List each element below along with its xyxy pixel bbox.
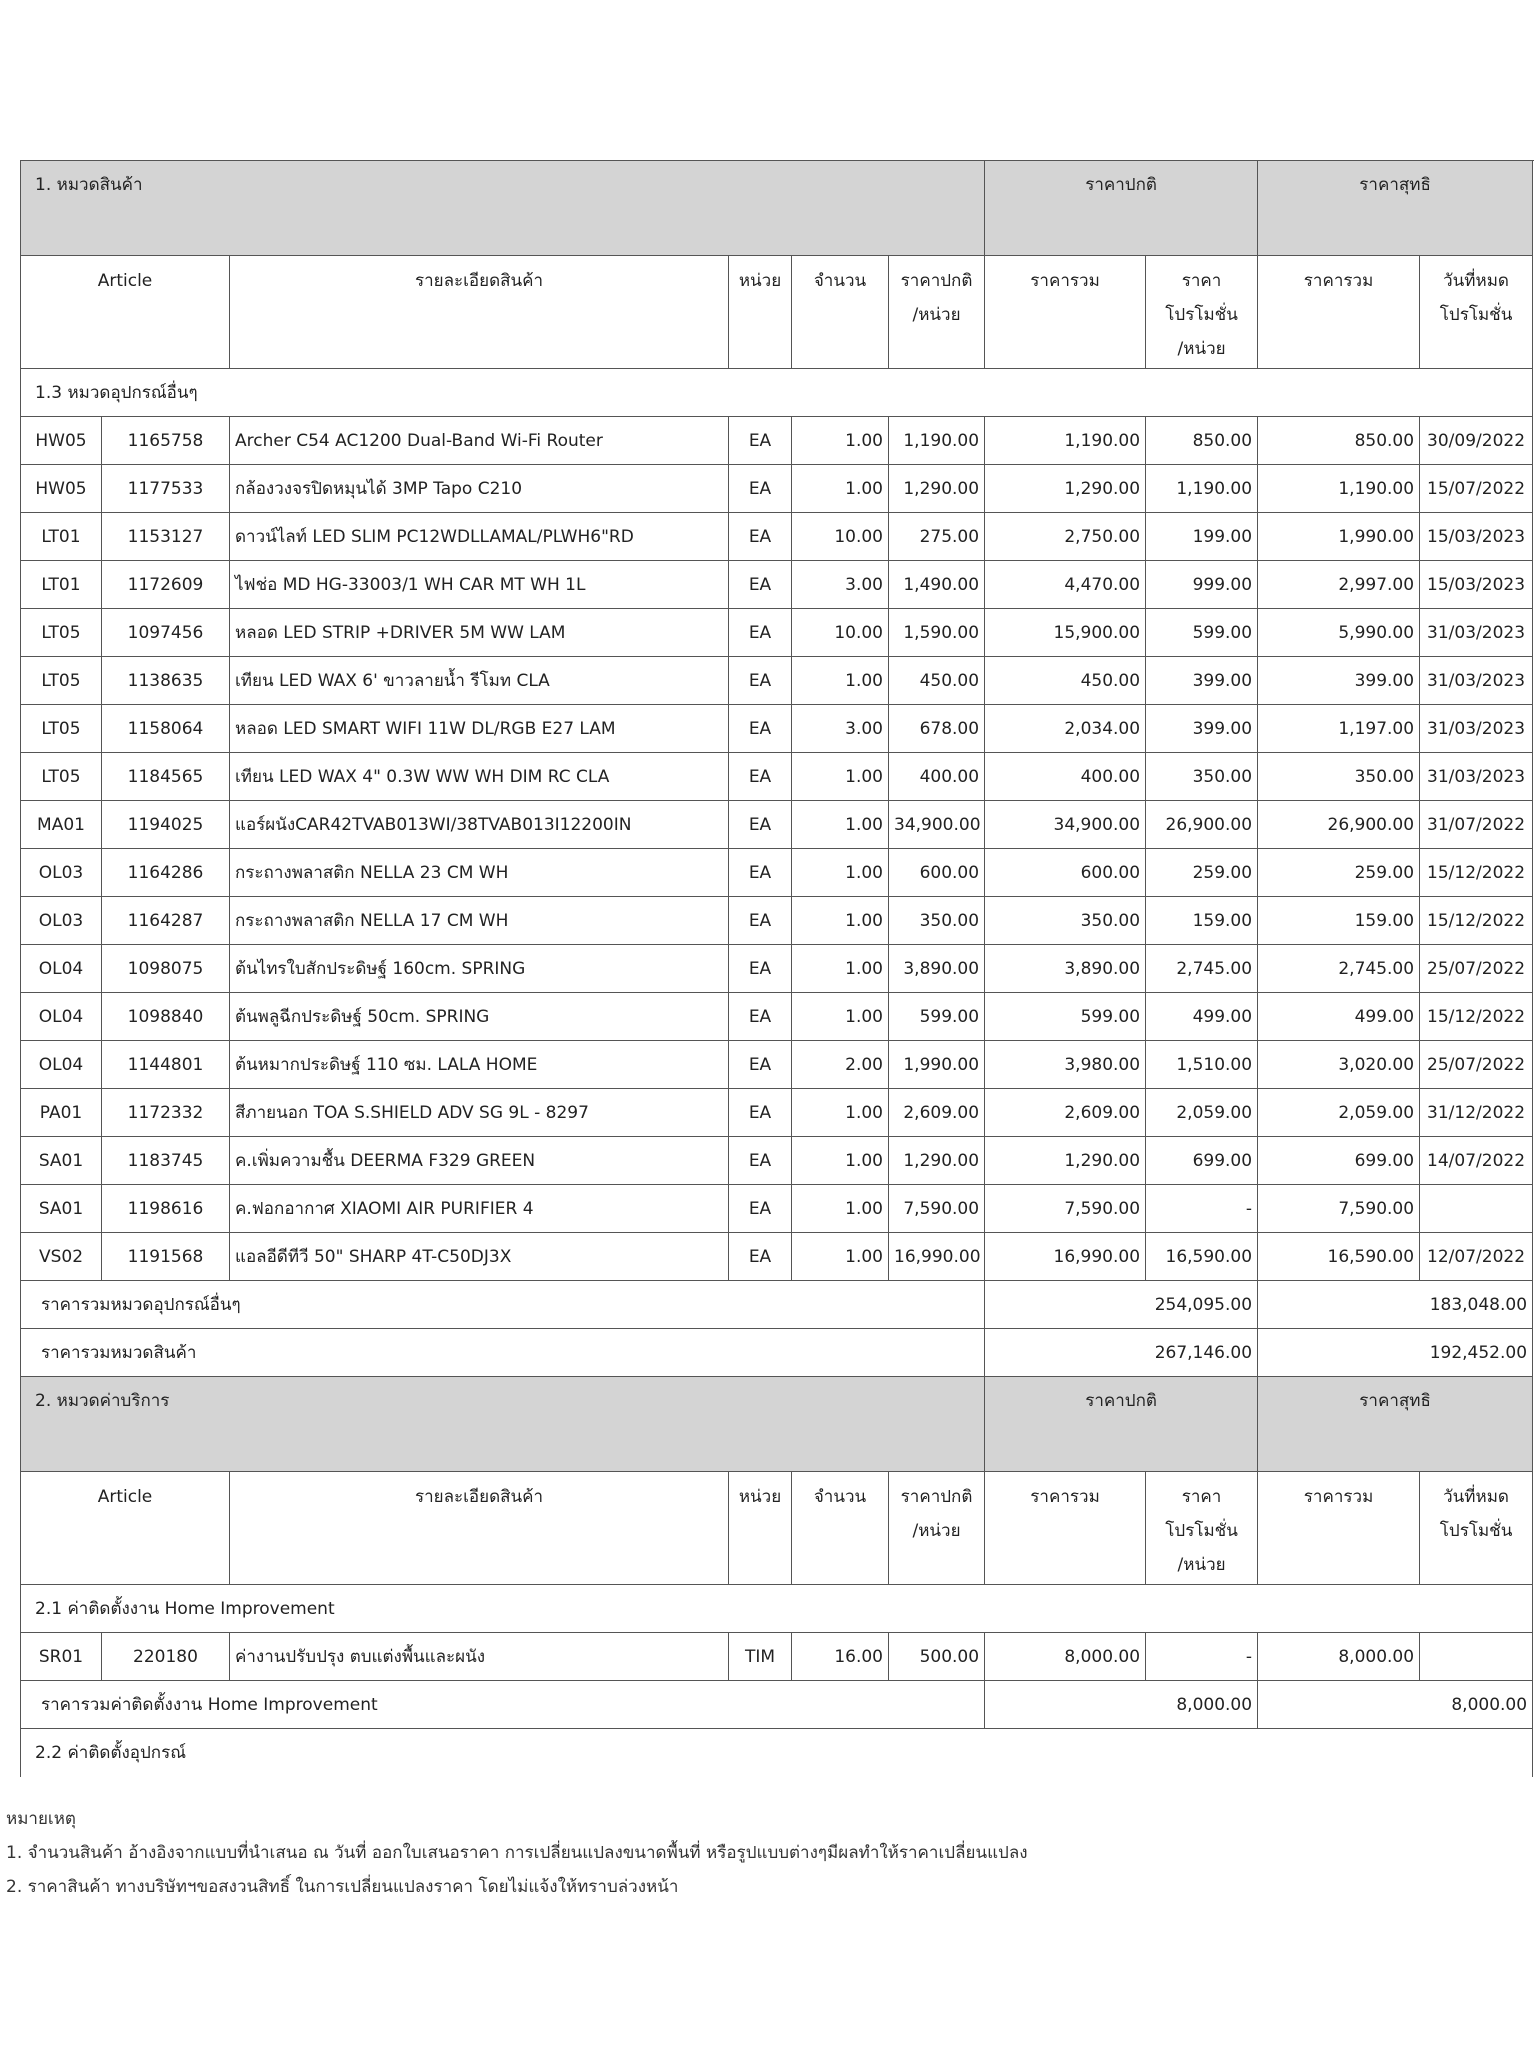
subtotal-row: [21, 1329, 1533, 1377]
item-unit: EA: [729, 1089, 792, 1137]
item-promo-end: 31/03/2023: [1420, 753, 1533, 801]
item-unit-price: 7,590.00: [889, 1185, 985, 1233]
item-article-code: 1191568: [102, 1233, 230, 1281]
quotation-table-body: [21, 161, 1533, 1777]
table-row: [21, 1233, 1533, 1281]
notes-heading: หมายเหตุ: [6, 1809, 76, 1829]
item-category: HW05: [21, 417, 102, 465]
item-promo-price: 699.00: [1146, 1137, 1258, 1185]
item-unit: EA: [729, 657, 792, 705]
item-description: ค่างานปรับปรุง ตบแต่งพื้นและผนัง: [230, 1633, 729, 1681]
subtotal-regular: 254,095.00: [985, 1281, 1258, 1329]
item-promo-end: 14/07/2022: [1420, 1137, 1533, 1185]
subtotal-row: [21, 1281, 1533, 1329]
item-description: ต้นพลูฉีกประดิษฐ์ 50cm. SPRING: [230, 993, 729, 1041]
col-header-total: ราคารวม: [985, 1472, 1146, 1585]
item-description: ต้นหมากประดิษฐ์ 110 ซม. LALA HOME: [230, 1041, 729, 1089]
regular-price-header: ราคาปกติ: [985, 1377, 1258, 1472]
item-total: 4,470.00: [985, 561, 1146, 609]
table-row: [21, 801, 1533, 849]
item-category: LT05: [21, 609, 102, 657]
item-promo-end: 31/03/2023: [1420, 609, 1533, 657]
table-row: [21, 657, 1533, 705]
item-promo-total: 2,745.00: [1258, 945, 1420, 993]
item-promo-total: 1,190.00: [1258, 465, 1420, 513]
item-unit: EA: [729, 1137, 792, 1185]
subtotal-net: 183,048.00: [1258, 1281, 1533, 1329]
item-promo-price: 399.00: [1146, 705, 1258, 753]
item-unit-price: 450.00: [889, 657, 985, 705]
item-article-code: 1153127: [102, 513, 230, 561]
item-promo-price: 159.00: [1146, 897, 1258, 945]
item-article-code: 1198616: [102, 1185, 230, 1233]
table-row: [21, 1185, 1533, 1233]
item-unit-price: 600.00: [889, 849, 985, 897]
item-description: เทียน LED WAX 4" 0.3W WW WH DIM RC CLA: [230, 753, 729, 801]
item-description: แอร์ผนังCAR42TVAB013WI/38TVAB013I12200IN: [230, 801, 729, 849]
item-promo-total: 2,997.00: [1258, 561, 1420, 609]
subsection-header-row: [21, 369, 1533, 417]
subsection-title: 2.2 ค่าติดตั้งอุปกรณ์: [21, 1729, 1533, 1777]
item-total: 2,034.00: [985, 705, 1146, 753]
item-promo-total: 5,990.00: [1258, 609, 1420, 657]
item-unit: EA: [729, 705, 792, 753]
subtotal-regular: 8,000.00: [985, 1681, 1258, 1729]
item-unit-price: 16,990.00: [889, 1233, 985, 1281]
item-unit: EA: [729, 561, 792, 609]
item-total: 16,990.00: [985, 1233, 1146, 1281]
item-total: 7,590.00: [985, 1185, 1146, 1233]
item-qty: 1.00: [792, 657, 889, 705]
item-promo-total: 350.00: [1258, 753, 1420, 801]
item-category: HW05: [21, 465, 102, 513]
note-item-2: 2. ราคาสินค้า ทางบริษัทฯขอสงวนสิทธิ์ ในการเปลี่ยนแปลงราคา โดยไม่แจ้งให้ทราบล่วงหน้า: [6, 1877, 679, 1897]
section-header-row: [21, 1377, 1533, 1472]
item-unit: EA: [729, 801, 792, 849]
section-title: 1. หมวดสินค้า: [21, 161, 985, 256]
item-total: 2,609.00: [985, 1089, 1146, 1137]
item-description: ค.ฟอกอากาศ XIAOMI AIR PURIFIER 4: [230, 1185, 729, 1233]
item-promo-price: 999.00: [1146, 561, 1258, 609]
item-promo-end: 15/07/2022: [1420, 465, 1533, 513]
col-header-article: Article: [21, 1472, 230, 1585]
item-unit: EA: [729, 417, 792, 465]
item-unit-price: 3,890.00: [889, 945, 985, 993]
item-total: 1,290.00: [985, 1137, 1146, 1185]
item-article-code: 1194025: [102, 801, 230, 849]
item-qty: 1.00: [792, 753, 889, 801]
item-promo-price: -: [1146, 1185, 1258, 1233]
item-promo-end: 15/03/2023: [1420, 513, 1533, 561]
col-header-promo-end: วันที่หมด โปรโมชั่น: [1420, 1472, 1533, 1585]
notes-section: [6, 1802, 1028, 1904]
item-total: 1,190.00: [985, 417, 1146, 465]
item-qty: 1.00: [792, 849, 889, 897]
net-price-header: ราคาสุทธิ: [1258, 161, 1533, 256]
item-article-code: 1164287: [102, 897, 230, 945]
item-article-code: 1183745: [102, 1137, 230, 1185]
item-promo-total: 699.00: [1258, 1137, 1420, 1185]
item-article-code: 220180: [102, 1633, 230, 1681]
item-unit-price: 400.00: [889, 753, 985, 801]
item-article-code: 1144801: [102, 1041, 230, 1089]
section-header-row: [21, 161, 1533, 256]
table-row: [21, 849, 1533, 897]
subsection-header-row: [21, 1585, 1533, 1633]
item-promo-price: 399.00: [1146, 657, 1258, 705]
table-row: [21, 465, 1533, 513]
item-promo-end: 15/12/2022: [1420, 897, 1533, 945]
item-qty: 1.00: [792, 1185, 889, 1233]
item-promo-price: 499.00: [1146, 993, 1258, 1041]
note-item-1: 1. จำนวนสินค้า อ้างอิงจากแบบที่นำเสนอ ณ วันที่ ออกใบเสนอราคา การเปลี่ยนแปลงขนาดพื้นที่ หรือรูปแบบต่างๆมีผลทำให้ราคาเปลี่ยนแปลง: [6, 1843, 1028, 1863]
col-header-article: Article: [21, 256, 230, 369]
item-promo-end: 15/12/2022: [1420, 849, 1533, 897]
item-total: 3,980.00: [985, 1041, 1146, 1089]
item-category: LT01: [21, 513, 102, 561]
item-category: OL03: [21, 897, 102, 945]
item-unit-price: 1,590.00: [889, 609, 985, 657]
item-article-code: 1097456: [102, 609, 230, 657]
item-category: LT01: [21, 561, 102, 609]
subsection-title: 1.3 หมวดอุปกรณ์อื่นๆ: [21, 369, 1533, 417]
item-description: ต้นไทรใบสักประดิษฐ์ 160cm. SPRING: [230, 945, 729, 993]
item-unit-price: 500.00: [889, 1633, 985, 1681]
item-promo-price: 1,510.00: [1146, 1041, 1258, 1089]
table-row: [21, 1137, 1533, 1185]
table-row: [21, 993, 1533, 1041]
item-promo-price: 26,900.00: [1146, 801, 1258, 849]
item-unit-price: 2,609.00: [889, 1089, 985, 1137]
item-unit: EA: [729, 1185, 792, 1233]
item-qty: 3.00: [792, 561, 889, 609]
subtotal-label: ราคารวมค่าติดตั้งงาน Home Improvement: [21, 1681, 985, 1729]
item-promo-total: 2,059.00: [1258, 1089, 1420, 1137]
col-header-promo-price: ราคา โปรโมชั่น /หน่วย: [1146, 1472, 1258, 1585]
item-article-code: 1098840: [102, 993, 230, 1041]
item-category: OL04: [21, 945, 102, 993]
item-promo-price: 16,590.00: [1146, 1233, 1258, 1281]
item-qty: 1.00: [792, 1137, 889, 1185]
col-header-total: ราคารวม: [985, 256, 1146, 369]
item-description: กระถางพลาสติก NELLA 23 CM WH: [230, 849, 729, 897]
col-header-unit-price: ราคาปกติ /หน่วย: [889, 1472, 985, 1585]
item-article-code: 1138635: [102, 657, 230, 705]
item-total: 600.00: [985, 849, 1146, 897]
item-qty: 3.00: [792, 705, 889, 753]
item-unit-price: 1,290.00: [889, 1137, 985, 1185]
item-description: หลอด LED STRIP +DRIVER 5M WW LAM: [230, 609, 729, 657]
item-article-code: 1165758: [102, 417, 230, 465]
col-header-unit-price: ราคาปกติ /หน่วย: [889, 256, 985, 369]
item-promo-total: 159.00: [1258, 897, 1420, 945]
col-header-promo-end: วันที่หมด โปรโมชั่น: [1420, 256, 1533, 369]
table-row: [21, 945, 1533, 993]
subtotal-net: 8,000.00: [1258, 1681, 1533, 1729]
table-row: [21, 417, 1533, 465]
table-row: [21, 753, 1533, 801]
item-description: กระถางพลาสติก NELLA 17 CM WH: [230, 897, 729, 945]
item-promo-end: 12/07/2022: [1420, 1233, 1533, 1281]
col-header-promo-total: ราคารวม: [1258, 256, 1420, 369]
item-unit-price: 1,290.00: [889, 465, 985, 513]
col-header-promo-price: ราคา โปรโมชั่น /หน่วย: [1146, 256, 1258, 369]
col-header-promo-total: ราคารวม: [1258, 1472, 1420, 1585]
item-qty: 1.00: [792, 1233, 889, 1281]
section-title: 2. หมวดค่าบริการ: [21, 1377, 985, 1472]
item-promo-price: -: [1146, 1633, 1258, 1681]
item-promo-total: 3,020.00: [1258, 1041, 1420, 1089]
item-promo-end: 25/07/2022: [1420, 945, 1533, 993]
item-unit: EA: [729, 1233, 792, 1281]
item-unit: EA: [729, 609, 792, 657]
regular-price-header: ราคาปกติ: [985, 161, 1258, 256]
item-promo-price: 850.00: [1146, 417, 1258, 465]
item-category: SA01: [21, 1137, 102, 1185]
item-promo-total: 7,590.00: [1258, 1185, 1420, 1233]
col-header-qty: จำนวน: [792, 1472, 889, 1585]
item-article-code: 1098075: [102, 945, 230, 993]
item-qty: 1.00: [792, 945, 889, 993]
item-total: 599.00: [985, 993, 1146, 1041]
item-promo-total: 850.00: [1258, 417, 1420, 465]
item-description: ไฟช่อ MD HG-33003/1 WH CAR MT WH 1L: [230, 561, 729, 609]
item-qty: 1.00: [792, 465, 889, 513]
col-header-unit: หน่วย: [729, 256, 792, 369]
item-promo-price: 2,745.00: [1146, 945, 1258, 993]
col-header-description: รายละเอียดสินค้า: [230, 1472, 729, 1585]
item-qty: 2.00: [792, 1041, 889, 1089]
item-article-code: 1172332: [102, 1089, 230, 1137]
item-category: OL03: [21, 849, 102, 897]
item-article-code: 1164286: [102, 849, 230, 897]
item-promo-price: 199.00: [1146, 513, 1258, 561]
item-promo-end: 25/07/2022: [1420, 1041, 1533, 1089]
table-row: [21, 513, 1533, 561]
item-category: LT05: [21, 705, 102, 753]
item-category: OL04: [21, 993, 102, 1041]
item-total: 450.00: [985, 657, 1146, 705]
item-unit-price: 1,190.00: [889, 417, 985, 465]
item-unit-price: 678.00: [889, 705, 985, 753]
column-header-row: [21, 256, 1533, 369]
item-qty: 1.00: [792, 897, 889, 945]
item-unit: EA: [729, 513, 792, 561]
col-header-unit: หน่วย: [729, 1472, 792, 1585]
item-qty: 10.00: [792, 609, 889, 657]
item-total: 3,890.00: [985, 945, 1146, 993]
item-promo-price: 599.00: [1146, 609, 1258, 657]
item-promo-total: 1,990.00: [1258, 513, 1420, 561]
item-promo-end: 31/07/2022: [1420, 801, 1533, 849]
subsection-header-row: [21, 1729, 1533, 1777]
item-promo-total: 259.00: [1258, 849, 1420, 897]
column-header-row: [21, 1472, 1533, 1585]
item-promo-end: [1420, 1633, 1533, 1681]
table-row: [21, 561, 1533, 609]
item-total: 15,900.00: [985, 609, 1146, 657]
item-unit: EA: [729, 897, 792, 945]
item-category: SR01: [21, 1633, 102, 1681]
item-description: กล้องวงจรปิดหมุนได้ 3MP Tapo C210: [230, 465, 729, 513]
item-total: 34,900.00: [985, 801, 1146, 849]
col-header-description: รายละเอียดสินค้า: [230, 256, 729, 369]
item-promo-end: 15/12/2022: [1420, 993, 1533, 1041]
subtotal-regular: 267,146.00: [985, 1329, 1258, 1377]
item-unit: EA: [729, 993, 792, 1041]
item-description: เทียน LED WAX 6' ขาวลายน้ำ รีโมท CLA: [230, 657, 729, 705]
table-row: [21, 1089, 1533, 1137]
item-category: SA01: [21, 1185, 102, 1233]
item-description: หลอด LED SMART WIFI 11W DL/RGB E27 LAM: [230, 705, 729, 753]
item-total: 1,290.00: [985, 465, 1146, 513]
item-unit-price: 275.00: [889, 513, 985, 561]
item-unit: EA: [729, 465, 792, 513]
net-price-header: ราคาสุทธิ: [1258, 1377, 1533, 1472]
item-article-code: 1172609: [102, 561, 230, 609]
item-qty: 1.00: [792, 1089, 889, 1137]
item-qty: 1.00: [792, 801, 889, 849]
item-promo-end: 31/03/2023: [1420, 657, 1533, 705]
table-row: [21, 609, 1533, 657]
item-unit-price: 1,490.00: [889, 561, 985, 609]
item-description: Archer C54 AC1200 Dual-Band Wi-Fi Router: [230, 417, 729, 465]
table-row: [21, 705, 1533, 753]
item-promo-total: 1,197.00: [1258, 705, 1420, 753]
item-article-code: 1177533: [102, 465, 230, 513]
item-promo-total: 399.00: [1258, 657, 1420, 705]
item-unit-price: 350.00: [889, 897, 985, 945]
table-row: [21, 1041, 1533, 1089]
subsection-title: 2.1 ค่าติดตั้งงาน Home Improvement: [21, 1585, 1533, 1633]
item-unit: TIM: [729, 1633, 792, 1681]
subtotal-row: [21, 1681, 1533, 1729]
item-total: 2,750.00: [985, 513, 1146, 561]
item-unit-price: 34,900.00: [889, 801, 985, 849]
item-promo-total: 499.00: [1258, 993, 1420, 1041]
item-unit-price: 1,990.00: [889, 1041, 985, 1089]
quotation-table: [20, 160, 1533, 1777]
item-description: ดาวน์ไลท์ LED SLIM PC12WDLLAMAL/PLWH6"RD: [230, 513, 729, 561]
item-promo-price: 350.00: [1146, 753, 1258, 801]
item-category: LT05: [21, 657, 102, 705]
item-promo-end: 30/09/2022: [1420, 417, 1533, 465]
item-article-code: 1158064: [102, 705, 230, 753]
item-category: OL04: [21, 1041, 102, 1089]
item-qty: 1.00: [792, 993, 889, 1041]
item-category: PA01: [21, 1089, 102, 1137]
item-promo-end: 31/12/2022: [1420, 1089, 1533, 1137]
item-description: ค.เพิ่มความชื้น DEERMA F329 GREEN: [230, 1137, 729, 1185]
table-row: [21, 1633, 1533, 1681]
subtotal-label: ราคารวมหมวดอุปกรณ์อื่นๆ: [21, 1281, 985, 1329]
item-total: 400.00: [985, 753, 1146, 801]
item-promo-total: 8,000.00: [1258, 1633, 1420, 1681]
item-qty: 10.00: [792, 513, 889, 561]
item-qty: 16.00: [792, 1633, 889, 1681]
item-category: VS02: [21, 1233, 102, 1281]
item-unit: EA: [729, 849, 792, 897]
item-unit: EA: [729, 753, 792, 801]
item-promo-total: 26,900.00: [1258, 801, 1420, 849]
item-total: 350.00: [985, 897, 1146, 945]
item-promo-end: 31/03/2023: [1420, 705, 1533, 753]
item-unit-price: 599.00: [889, 993, 985, 1041]
item-total: 8,000.00: [985, 1633, 1146, 1681]
item-description: สีภายนอก TOA S.SHIELD ADV SG 9L - 8297: [230, 1089, 729, 1137]
item-description: แอลอีดีทีวี 50" SHARP 4T-C50DJ3X: [230, 1233, 729, 1281]
item-promo-end: [1420, 1185, 1533, 1233]
item-promo-price: 259.00: [1146, 849, 1258, 897]
subtotal-net: 192,452.00: [1258, 1329, 1533, 1377]
item-unit: EA: [729, 1041, 792, 1089]
item-category: LT05: [21, 753, 102, 801]
item-category: MA01: [21, 801, 102, 849]
item-qty: 1.00: [792, 417, 889, 465]
item-article-code: 1184565: [102, 753, 230, 801]
subtotal-label: ราคารวมหมวดสินค้า: [21, 1329, 985, 1377]
item-promo-price: 1,190.00: [1146, 465, 1258, 513]
item-unit: EA: [729, 945, 792, 993]
col-header-qty: จำนวน: [792, 256, 889, 369]
item-promo-end: 15/03/2023: [1420, 561, 1533, 609]
item-promo-total: 16,590.00: [1258, 1233, 1420, 1281]
table-row: [21, 897, 1533, 945]
item-promo-price: 2,059.00: [1146, 1089, 1258, 1137]
